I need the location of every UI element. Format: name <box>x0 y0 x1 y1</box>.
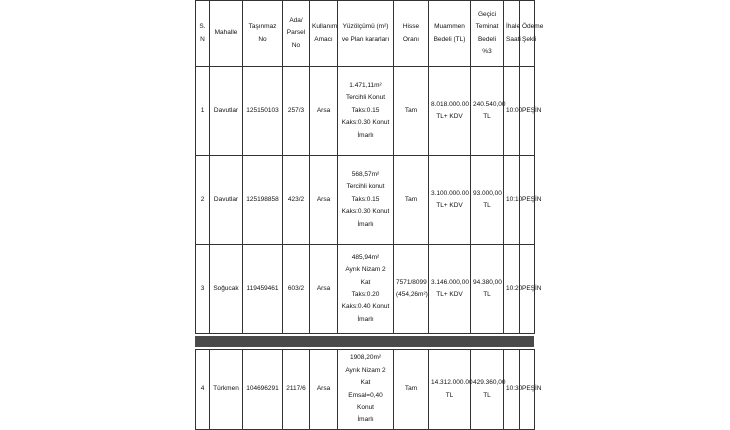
page-separator <box>195 336 534 347</box>
cell-kullanim: Arsa <box>310 245 338 334</box>
cell-hisse: Tam <box>394 156 429 245</box>
cell-tasinmaz: 125198858 <box>243 156 283 245</box>
cell-tasinmaz: 104696291 <box>243 350 283 430</box>
cell-hisse: Tam <box>394 67 429 156</box>
header-teminat: Geçici Teminat Bedeli %3 <box>471 1 504 67</box>
cell-ada: 603/2 <box>283 245 310 334</box>
cell-mahalle: Davutlar <box>210 67 243 156</box>
auction-table-continued <box>195 349 542 430</box>
auction-table <box>195 0 544 334</box>
cell-kullanim: Arsa <box>310 67 338 156</box>
cell-muhammen: 14.312.000.00 TL <box>429 350 471 430</box>
cell-ada: 2117/6 <box>283 350 310 430</box>
cell-muhammen: 8.018.000.00 TL+ KDV <box>429 67 471 156</box>
header-hisse: Hisse Oranı <box>394 1 429 67</box>
header-sn: S. N <box>196 1 210 67</box>
cell-hisse: 7571/8099 (454,26m²) <box>394 245 429 334</box>
cell-sn: 3 <box>196 245 210 334</box>
cell-teminat: 429.360,00 TL <box>471 350 504 430</box>
header-ihale: İhale Saati <box>504 1 520 67</box>
cell-ihale: 10:30 <box>504 350 520 430</box>
table-header-row <box>196 1 535 67</box>
header-muhammen: Muammen Bedeli (TL) <box>429 1 471 67</box>
cell-sn: 1 <box>196 67 210 156</box>
cell-yuzolcumu: 485,94m² Ayrık Nizam 2 Kat Taks:0.20 Kaks:0.40 Konut İmarlı <box>338 245 394 334</box>
header-ada-parsel: Ada/ Parsel No <box>283 1 310 67</box>
cell-sn: 2 <box>196 156 210 245</box>
table-row <box>196 245 535 334</box>
cell-teminat: 240.540,00 TL <box>471 67 504 156</box>
cell-muhammen: 3.146.000,00 TL+ KDV <box>429 245 471 334</box>
cell-teminat: 94.380,00 TL <box>471 245 504 334</box>
header-tasinmaz: Taşınmaz No <box>243 1 283 67</box>
cell-mahalle: Soğucak <box>210 245 243 334</box>
cell-mahalle: Türkmen <box>210 350 243 430</box>
cell-muhammen: 3.100.000.00 TL+ KDV <box>429 156 471 245</box>
table-row <box>196 67 535 156</box>
cell-ada: 257/3 <box>283 67 310 156</box>
cell-sn: 4 <box>196 350 210 430</box>
cell-tasinmaz: 119459461 <box>243 245 283 334</box>
header-mahalle: Mahalle <box>210 1 243 67</box>
cell-yuzolcumu: 568,57m² Tercihli konut Taks:0.15 Kaks:0.30 Konut İmarlı <box>338 156 394 245</box>
cell-hisse: Tam <box>394 350 429 430</box>
table-row <box>196 350 535 430</box>
cell-mahalle: Davutlar <box>210 156 243 245</box>
header-yuzolcumu: Yüzölçümü (m²) ve Plan kararları <box>338 1 394 67</box>
cell-kullanim: Arsa <box>310 350 338 430</box>
cell-yuzolcumu: 1.471,11m² Tercihli Konut Taks:0.15 Kaks:0.30 Konut İmarlı <box>338 67 394 156</box>
cell-ihale: 10:20 <box>504 245 520 334</box>
cell-tasinmaz: 125150103 <box>243 67 283 156</box>
cell-odeme: PEŞİN <box>520 245 535 334</box>
cell-ihale: 10:00 <box>504 67 520 156</box>
cell-odeme: PEŞİN <box>520 67 535 156</box>
header-odeme: Ödeme Şekli <box>520 1 535 67</box>
cell-ihale: 10:10 <box>504 156 520 245</box>
cell-teminat: 93.000,00 TL <box>471 156 504 245</box>
cell-odeme: PEŞİN <box>520 156 535 245</box>
cell-yuzolcumu: 1908,20m² Ayrık Nizam 2 Kat Emsal=0,40 Konut İmarlı <box>338 350 394 430</box>
table-row <box>196 156 535 245</box>
cell-kullanim: Arsa <box>310 156 338 245</box>
cell-ada: 423/2 <box>283 156 310 245</box>
header-kullanim: Kullanım Amacı <box>310 1 338 67</box>
cell-odeme: PEŞİN <box>520 350 535 430</box>
